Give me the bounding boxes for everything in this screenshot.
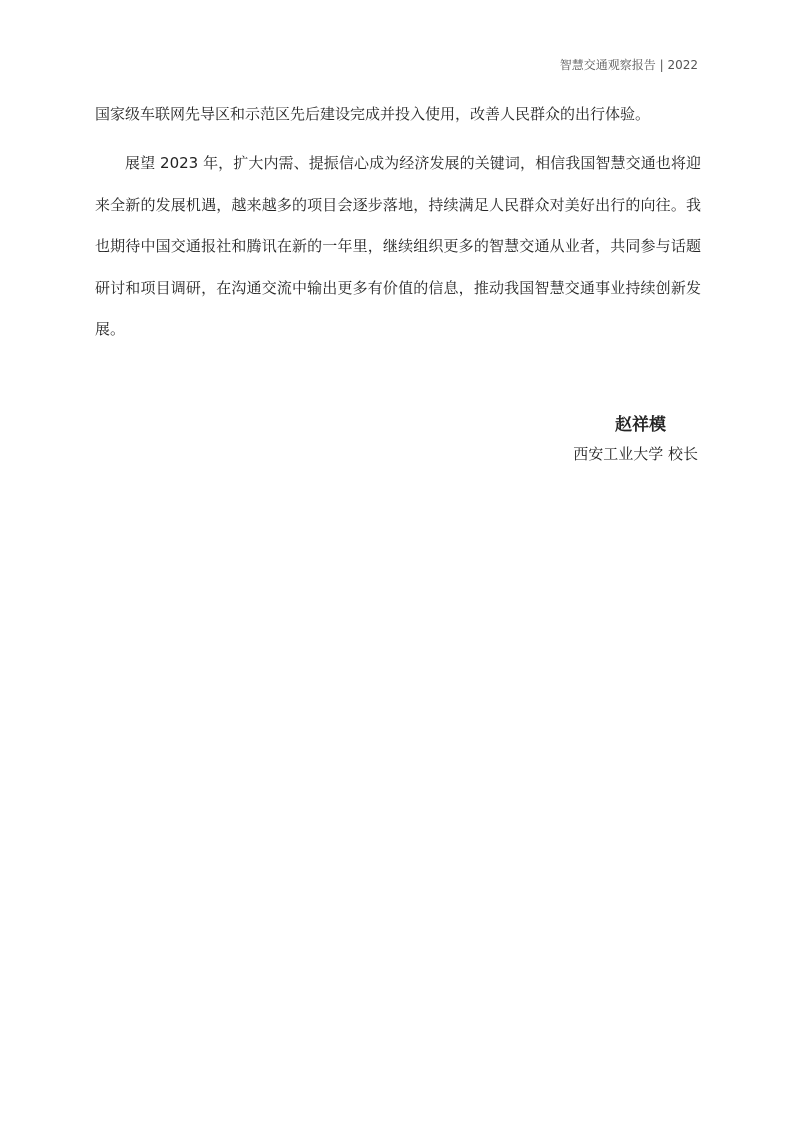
paragraph-continuation: 国家级车联网先导区和示范区先后建设完成并投入使用，改善人民群众的出行体验。 xyxy=(95,105,651,123)
signature-name: 赵祥模 xyxy=(615,415,666,435)
running-header: 智慧交通观察报告 | 2022 xyxy=(559,58,698,72)
signature-title: 西安工业大学 校长 xyxy=(573,445,698,463)
paragraph-outlook: 展望 2023 年，扩大内需、提振信心成为经济发展的关键词，相信我国智慧交通也将迎来全新的发展机遇，越来越多的项目会逐步落地，持续满足人民群众对美好出行的向往。我也期待中国交通报社和腾讯在新的一年里，继续组织更多的智慧交通从业者，共同参与话题研讨和项目调研，在沟通交流中输出更多有价值的信息，推动我国智慧交通事业持续创新发展。 xyxy=(95,154,701,338)
